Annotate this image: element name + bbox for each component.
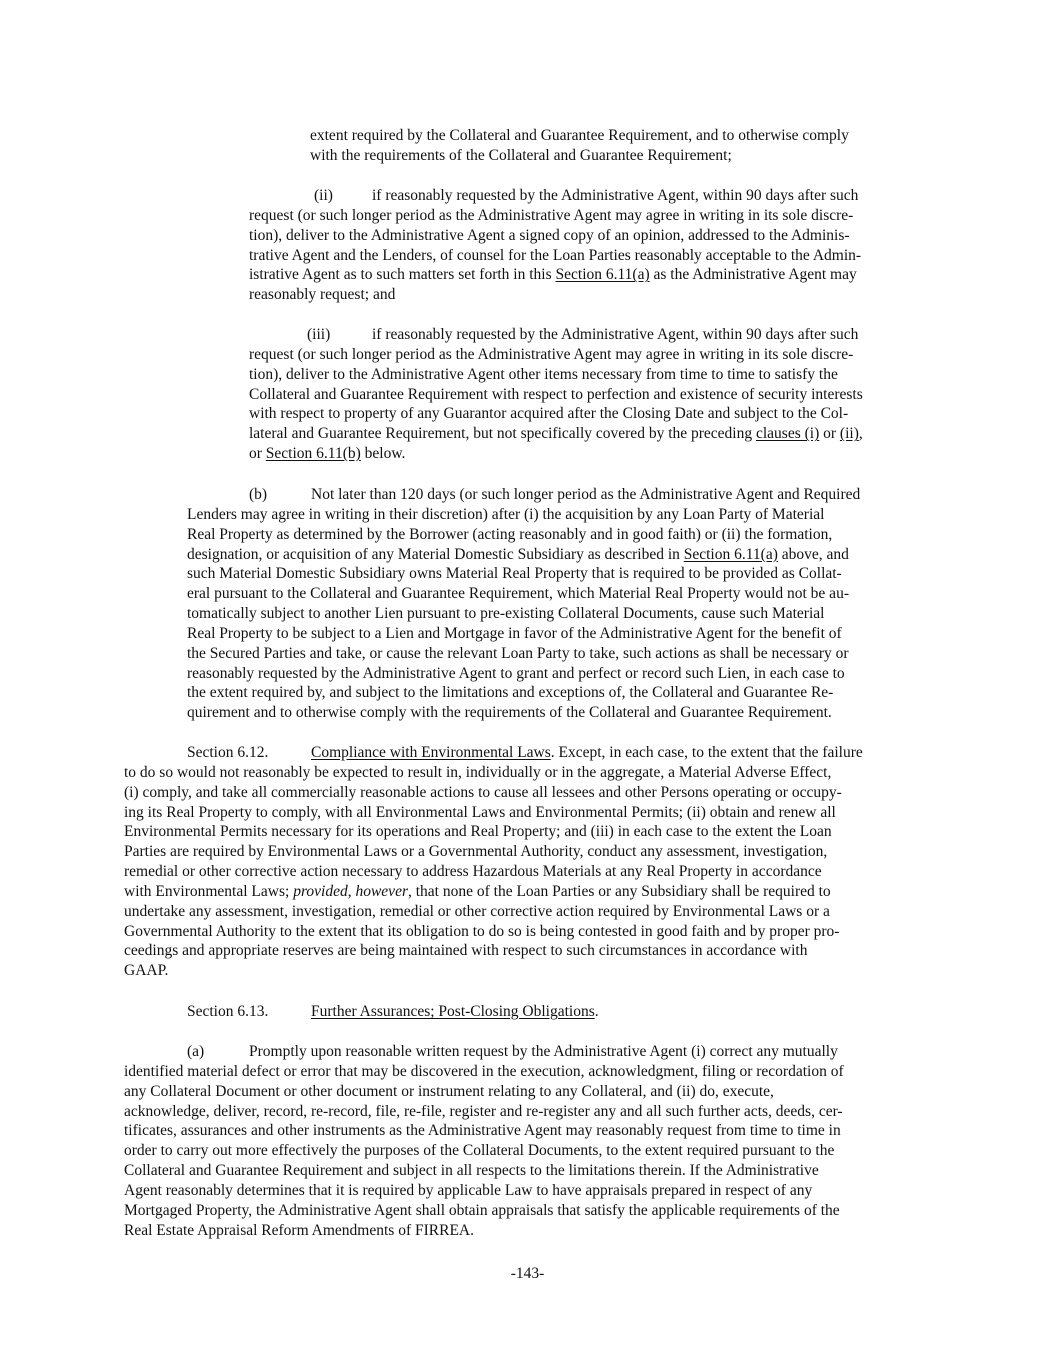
text-run: below. [360, 445, 406, 463]
text-run: with Environmental Laws; [124, 882, 294, 900]
text-line: Parties are required by Environmental Laws or a Governmental Authority, conduct any assessment, investigation, [124, 843, 828, 861]
text-line [249, 424, 863, 444]
text-run: if reasonably requested by the Administrative Agent, within 90 days after such [372, 326, 859, 343]
text-line: reasonably requested by the Administrative Agent to grant and perfect or record such Lien, in each case to [187, 664, 845, 682]
section-6-12 [124, 743, 863, 981]
text-line: remedial or other corrective action necessary to address Hazardous Materials at any Real Property in accordance [124, 863, 822, 881]
text-run: . Except, in each case, to the extent that the failure [550, 744, 863, 761]
text-line: Governmental Authority to the extent that its obligation to do so is being contested in good faith and by proper pro- [124, 922, 840, 940]
text-line: Environmental Permits necessary for its operations and Real Property; and (iii) in each case to the extent the Loan [124, 823, 832, 841]
text-run: as the Administrative Agent may [649, 266, 857, 284]
text-line [124, 1002, 599, 1022]
text-line: Agent reasonably determines that it is required by applicable Law to have appraisals prepared in respect of any [124, 1181, 813, 1199]
text-line: Collateral and Guarantee Requirement with respect to perfection and existence of security interests [249, 385, 863, 403]
text-line: undertake any assessment, investigation, remedial or other corrective action required by Environmental Laws or a [124, 902, 830, 920]
text-run: , that none of the Loan Parties or any Subsidiary shall be required to [407, 882, 831, 900]
text-run: , [347, 882, 356, 900]
text-run: or [819, 425, 840, 443]
text-line: ing its Real Property to comply, with all Environmental Laws and Environmental Permits; (ii) obtain and renew all [124, 803, 836, 821]
text-run: Not later than 120 days (or such longer period as the Administrative Agent and Required [311, 486, 861, 503]
section-cross-reference: Section 6.11(b) [265, 445, 361, 463]
clause-cross-reference: clauses (i) [755, 425, 820, 443]
text-line: extent required by the Collateral and Guarantee Requirement, and to otherwise comply [310, 127, 849, 144]
text-line [124, 1042, 844, 1062]
text-line: tion), deliver to the Administrative Agent a signed copy of an opinion, addressed to the Adminis- [249, 226, 850, 244]
text-line [249, 325, 863, 345]
text-run: if reasonably requested by the Administrative Agent, within 90 days after such [372, 187, 859, 204]
text-line: eral pursuant to the Collateral and Guarantee Requirement, which Material Real Property would not be au- [187, 585, 849, 603]
text-line: to do so would not reasonably be expected to result in, individually or in the aggregate, a Material Adverse Effect, [124, 763, 832, 781]
clause-ii [249, 186, 861, 305]
text-line [249, 186, 861, 206]
text-run: istrative Agent as to such matters set forth in this [249, 266, 556, 284]
clause-i-continuation [310, 126, 849, 166]
text-line: (i) comply, and take all commercially reasonable actions to cause all lessees and other Persons operating or occupy- [124, 783, 842, 801]
text-line: tion), deliver to the Administrative Agent other items necessary from time to time to satisfy the [249, 365, 838, 383]
clause-iii [249, 325, 863, 464]
text-run: designation, or acquisition of any Material Domestic Subsidiary as described in [187, 545, 684, 563]
text-run: , [858, 425, 863, 443]
page-number: -143- [510, 1265, 545, 1282]
emphasis: provided [293, 882, 348, 900]
text-line [124, 743, 863, 763]
section-6-13-clause-a [124, 1042, 844, 1240]
text-run: above, and [777, 545, 849, 563]
section-number: Section 6.13. [187, 1003, 269, 1020]
section-heading: Further Assurances; Post-Closing Obligations [311, 1003, 595, 1020]
clause-cross-reference: (ii) [839, 425, 859, 443]
text-run: lateral and Guarantee Requirement, but not specifically covered by the preceding [249, 425, 756, 443]
text-line: Real Property as determined by the Borrower (acting reasonably and in good faith) or (ii) the formation, [187, 525, 833, 543]
text-line [187, 485, 860, 505]
emphasis: however [355, 882, 408, 900]
text-line: tificates, assurances and other instruments as the Administrative Agent may reasonably request from time to time in [124, 1122, 841, 1140]
clause-label: (iii) [307, 326, 331, 343]
text-line [249, 444, 863, 464]
text-line [187, 545, 860, 565]
clause-label: (b) [249, 486, 268, 503]
text-line: reasonably request; and [249, 286, 396, 304]
clause-label: (a) [187, 1043, 205, 1060]
text-line: Mortgaged Property, the Administrative Agent shall obtain appraisals that satisfy the applicable requirements of the [124, 1201, 840, 1219]
text-line: identified material defect or error that may be discovered in the execution, acknowledgment, filing or recordation of [124, 1062, 844, 1080]
clause-b [187, 485, 860, 723]
section-heading: Compliance with Environmental Laws [311, 744, 551, 761]
section-6-13 [124, 1002, 599, 1022]
text-line: order to carry out more effectively the purposes of the Collateral Documents, to the extent required pursuant to the [124, 1142, 835, 1160]
text-run: or [249, 445, 266, 463]
text-line: the Secured Parties and take, or cause the relevant Loan Party to take, such actions as shall be necessary or [187, 644, 849, 662]
text-line: trative Agent and the Lenders, of counsel for the Loan Parties reasonably acceptable to the Admin- [249, 246, 862, 264]
text-line: acknowledge, deliver, record, re-record, file, re-file, register and re-register any and all such further acts, deeds, cer- [124, 1102, 843, 1120]
text-line: Real Estate Appraisal Reform Amendments of FIRREA. [124, 1221, 474, 1239]
text-line: Real Property to be subject to a Lien and Mortgage in favor of the Administrative Agent for the benefit of [187, 624, 842, 642]
text-line: Collateral and Guarantee Requirement and subject in all respects to the limitations therein. If the Administrative [124, 1162, 819, 1180]
text-line: with the requirements of the Collateral and Guarantee Requirement; [310, 146, 732, 164]
text-line: GAAP. [124, 962, 169, 980]
section-cross-reference: Section 6.11(a) [555, 266, 650, 284]
text-line [124, 882, 863, 902]
section-cross-reference: Section 6.11(a) [683, 545, 778, 563]
text-line: such Material Domestic Subsidiary owns Material Real Property that is required to be provided as Collat- [187, 565, 842, 583]
text-run: Promptly upon reasonable written request by the Administrative Agent (i) correct any mutually [249, 1043, 838, 1060]
text-line: request (or such longer period as the Administrative Agent may agree in writing in its sole discre- [249, 345, 854, 363]
text-line [249, 265, 861, 285]
text-line: any Collateral Document or other document or instrument relating to any Collateral, and (ii) do, execute, [124, 1082, 774, 1100]
text-line: with respect to property of any Guarantor acquired after the Closing Date and subject to the Col- [249, 405, 849, 423]
section-number: Section 6.12. [187, 744, 269, 761]
text-line: Lenders may agree in writing in their discretion) after (i) the acquisition by any Loan Party of Material [187, 505, 825, 523]
text-line: request (or such longer period as the Administrative Agent may agree in writing in its sole discre- [249, 206, 854, 224]
clause-label: (ii) [314, 187, 333, 204]
text-line: the extent required by, and subject to the limitations and exceptions of, the Collateral and Guarantee Re- [187, 684, 834, 702]
text-run: . [594, 1003, 599, 1020]
text-line: tomatically subject to another Lien pursuant to pre-existing Collateral Documents, cause such Material [187, 605, 825, 623]
text-line: ceedings and appropriate reserves are being maintained with respect to such circumstances in accordance with [124, 942, 808, 960]
text-line: quirement and to otherwise comply with the requirements of the Collateral and Guarantee Requirement. [187, 704, 832, 722]
